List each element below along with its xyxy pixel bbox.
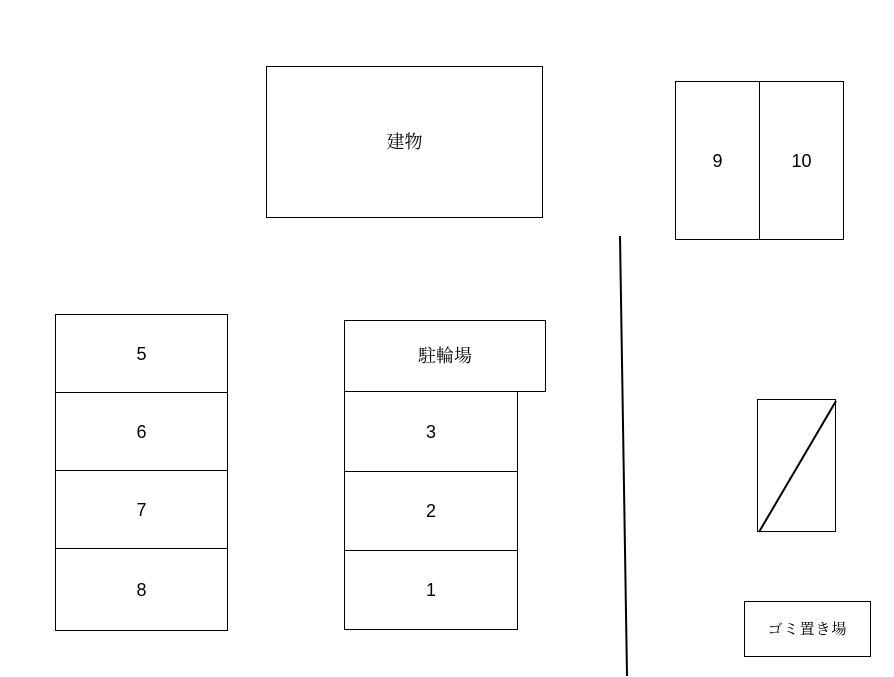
- parking-space-1: [344, 550, 518, 630]
- parking-space-2-label: 2: [425, 501, 436, 521]
- parking-space-5: [55, 314, 228, 393]
- trash-area-block: [744, 601, 871, 657]
- trash-area-label: ゴミ置き場: [767, 620, 848, 638]
- parking-space-10-label: 10: [791, 150, 812, 171]
- boundary-line: [608, 236, 640, 676]
- building-label: 建物: [386, 132, 423, 152]
- parking-space-6-label: 6: [136, 421, 147, 442]
- bike-parking-label: 駐輪場: [418, 346, 472, 366]
- bike-parking-block: [344, 320, 546, 392]
- parking-space-8: [55, 548, 228, 631]
- parking-space-8-label: 8: [136, 579, 147, 600]
- parking-space-10: [759, 81, 844, 240]
- parking-space-7: [55, 470, 228, 549]
- parking-space-6: [55, 392, 228, 471]
- parking-space-9: [675, 81, 760, 240]
- building-block: [266, 66, 543, 218]
- parking-space-5-label: 5: [136, 343, 147, 364]
- parking-space-7-label: 7: [136, 499, 147, 520]
- parking-space-3: [344, 391, 518, 472]
- parking-space-1-label: 1: [425, 580, 436, 600]
- diagonal-slash-icon: [758, 400, 837, 533]
- crossed-out-block: [757, 399, 836, 532]
- parking-space-2: [344, 471, 518, 551]
- parking-space-9-label: 9: [712, 150, 723, 171]
- parking-space-3-label: 3: [425, 421, 436, 442]
